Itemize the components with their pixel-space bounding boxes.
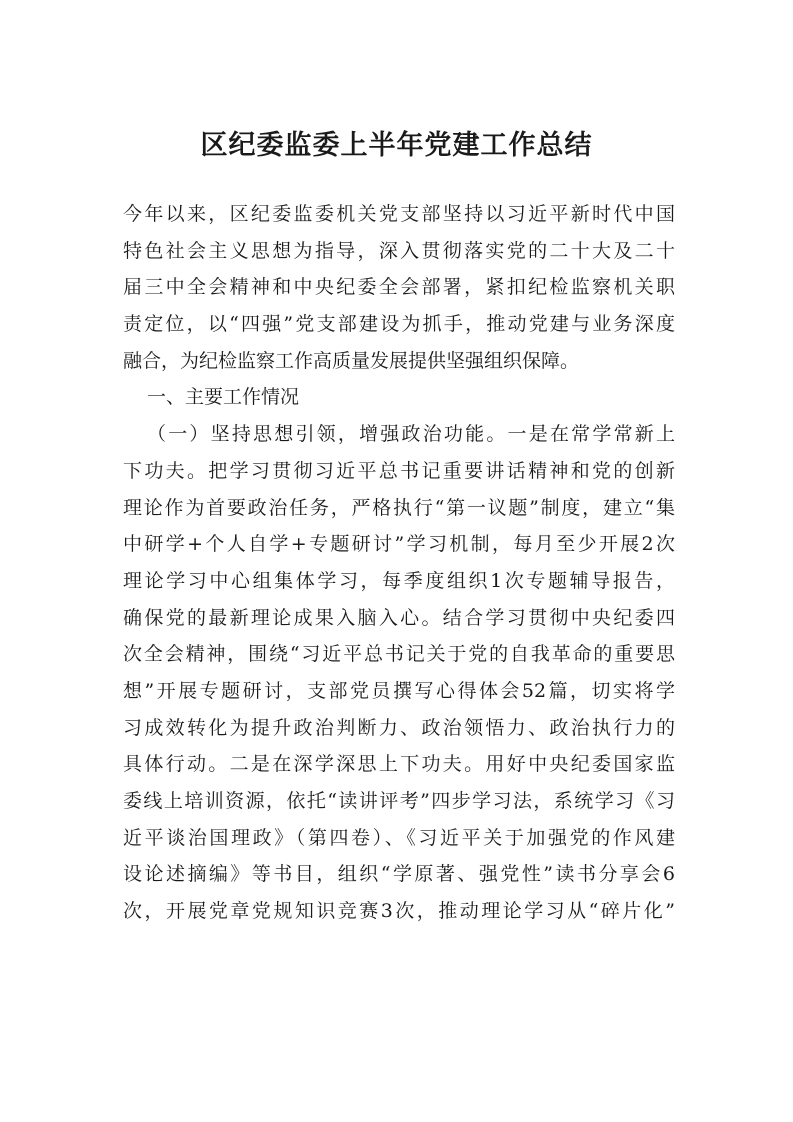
paragraph-line: 委线上培训资源，依托“读讲评考”四步学习法，系统学习《习 — [123, 790, 675, 812]
document-body — [123, 196, 675, 930]
paragraph-line: 确保党的最新理论成果入脑入心。结合学习贯彻中央纪委四 — [123, 606, 675, 629]
paragraph-line: 理论学习中心组集体学习，每季度组织1次专题辅导报告， — [123, 569, 675, 592]
paragraph-line: 次全会精神，围绕“习近平总书记关于党的自我革命的重要思 — [123, 643, 675, 666]
paragraph-line: 中研学+个人自学+专题研讨”学习机制，每月至少开展2次 — [123, 533, 675, 556]
paragraph-line: 责定位，以“四强”党支部建设为抓手，推动党建与业务深度 — [123, 313, 675, 336]
paragraph-line: 今年以来，区纪委监委机关党支部坚持以习近平新时代中国 — [123, 203, 675, 225]
paragraph-line: 具体行动。二是在深学深思上下功夫。用好中央纪委国家监 — [123, 753, 675, 776]
section-heading: 一、主要工作情况 — [147, 386, 300, 409]
paragraph-line: 下功夫。把学习贯彻习近平总书记重要讲话精神和党的创新 — [123, 459, 675, 482]
paragraph-line: 设论述摘编》等书目，组织“学原著、强党性”读书分享会6 — [123, 863, 675, 886]
paragraph-line: 习成效转化为提升政治判断力、政治领悟力、政治执行力的 — [123, 716, 675, 739]
paragraph-line: 特色社会主义思想为指导，深入贯彻落实党的二十大及二十 — [123, 239, 675, 262]
paragraph-line: 次，开展党章党规知识竞赛3次，推动理论学习从“碎片化” — [123, 900, 675, 923]
paragraph-line: 想”开展专题研讨，支部党员撰写心得体会52篇，切实将学 — [123, 679, 675, 702]
paragraph-line: 届三中全会精神和中央纪委全会部署，紧扣纪检监察机关职 — [123, 276, 675, 299]
paragraph-line: （一）坚持思想引领，增强政治功能。一是在常学常新上 — [147, 423, 675, 446]
document-title: 区纪委监委上半年党建工作总结 — [200, 130, 593, 161]
paragraph-line: 近平谈治国理政》（第四卷）、《习近平关于加强党的作风建 — [123, 826, 675, 849]
paragraph-line: 理论作为首要政治任务，严格执行“第一议题”制度，建立“集 — [123, 496, 675, 519]
paragraph-line: 融合，为纪检监察工作高质量发展提供坚强组织保障。 — [123, 349, 580, 372]
